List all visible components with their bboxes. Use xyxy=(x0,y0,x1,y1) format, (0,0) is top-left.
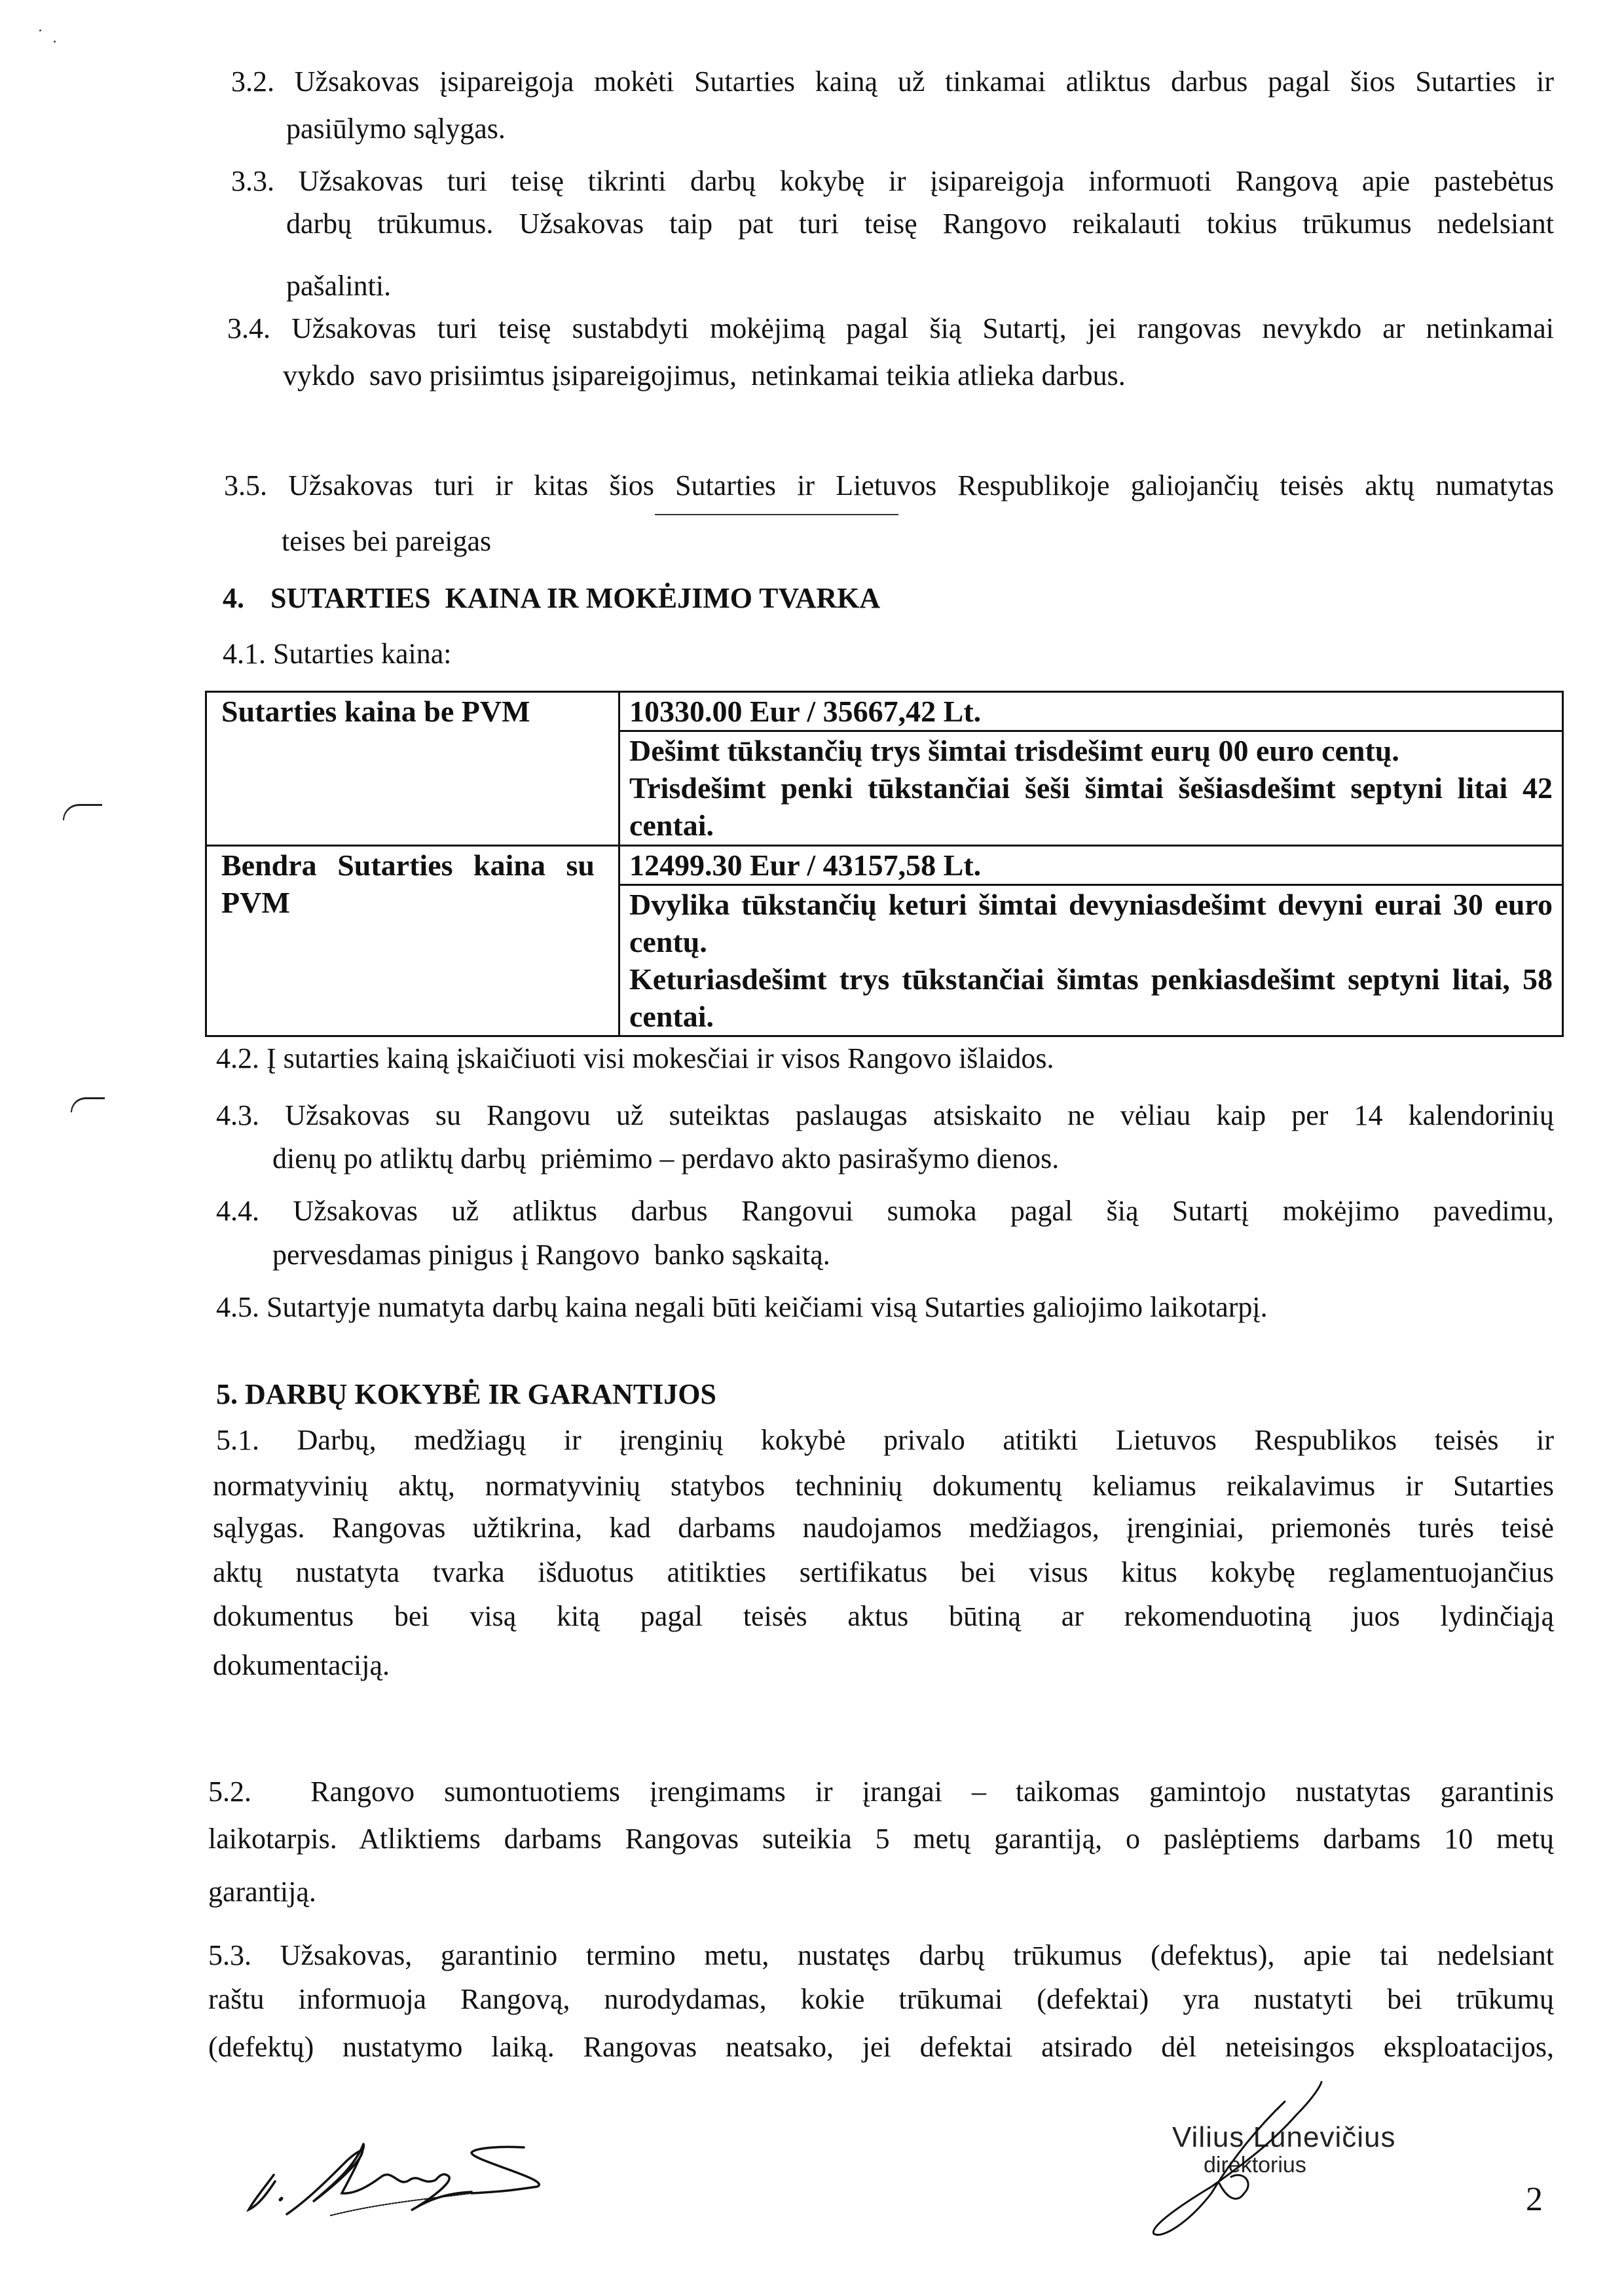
clause-3-3: 3.3. Užsakovas turi teisę tikrinti darbų kokybę ir įsipareigoja informuoti Rangovą apie pastebėtus xyxy=(231,165,1554,197)
clause-3-4: 3.4. Užsakovas turi teisę sustabdyti mokėjimą pagal šią Sutartį, jei rangovas nevykdo ar netinkamai xyxy=(227,312,1554,344)
price-table xyxy=(205,691,1564,1037)
clause-3-5: 3.5. Užsakovas turi ir kitas šios Sutarties ir Lietuvos Respublikoje galiojančių teisės aktų numatytas xyxy=(224,469,1555,501)
stamp-title: direktorius xyxy=(1204,2153,1306,2178)
clause-3-3-cont: darbų trūkumus. Užsakovas taip pat turi teisę Rangovo reikalauti tokius trūkumus nedelsiant xyxy=(286,208,1554,240)
section-5-heading: 5. DARBŲ KOKYBĖ IR GARANTIJOS xyxy=(216,1378,716,1410)
clause-5-1-cont: sąlygas. Rangovas užtikrina, kad darbams naudojamos medžiagos, įrenginiai, priemonės turės teisė xyxy=(213,1512,1554,1544)
table-row xyxy=(206,846,1563,885)
clause-4-3: 4.3. Užsakovas su Rangovu už suteiktas paslaugas atsiskaito ne vėliau kaip per 14 kalendorinių xyxy=(216,1099,1554,1131)
clause-5-1-cont: dokumentus bei visą kitą pagal teisės aktus būtiną ar rekomenduotiną juos lydinčiąją xyxy=(213,1600,1554,1632)
clause-5-1-cont: aktų nustatyta tvarka išduotus atitikties sertifikatus bei visus kitus kokybę reglamentuojančius xyxy=(213,1556,1554,1588)
clause-4-2: 4.2. Į sutarties kainą įskaičiuoti visi mokesčiai ir visos Rangovo išlaidos. xyxy=(216,1042,1054,1074)
price-label-cell: Sutarties kaina be PVM xyxy=(206,692,619,846)
price-words-cell: Dvylika tūkstančių keturi šimtai devyniasdešimt devyni eurai 30 euro centų. Keturiasdešimt trys tūkstančiai šimtas penkiasdešimt septyni litai, 58 centai. xyxy=(619,885,1563,1036)
scan-speck xyxy=(54,41,56,43)
clause-4-4-cont: pervesdamas pinigus į Rangovo banko sąskaitą. xyxy=(272,1239,830,1271)
section-4-heading: 4. SUTARTIES KAINA IR MOKĖJIMO TVARKA xyxy=(223,582,881,614)
clause-3-2-cont: pasiūlymo sąlygas. xyxy=(286,113,506,145)
hole-punch-mark xyxy=(71,1097,105,1112)
stamp-name: Vilius Lunevičius xyxy=(1172,2121,1396,2153)
clause-4-3-cont: dienų po atliktų darbų priėmimo – perdavo akto pasirašymo dienos. xyxy=(272,1142,1060,1175)
contractor-signature xyxy=(1113,2062,1441,2259)
clause-4-1: 4.1. Sutarties kaina: xyxy=(223,638,452,670)
clause-5-2-cont: laikotarpis. Atliktiems darbams Rangovas suteikia 5 metų garantiją, o paslėptiems darbams 10 metų xyxy=(208,1823,1554,1855)
clause-3-3-cont: pašalinti. xyxy=(286,270,392,302)
clause-5-1-cont: dokumentaciją. xyxy=(213,1649,390,1681)
clause-5-2-cont: garantiją. xyxy=(208,1876,316,1908)
pen-underline-mark xyxy=(655,514,898,515)
clause-5-1-cont: normatyvinių aktų, normatyvinių statybos techninių dokumentų keliamus reikalavimus ir Sutarties xyxy=(213,1470,1554,1502)
clause-4-4: 4.4. Užsakovas už atliktus darbus Rangovui sumoka pagal šią Sutartį mokėjimo pavedimu, xyxy=(216,1195,1554,1227)
clause-5-2: 5.2. Rangovo sumontuotiems įrengimams ir įrangai – taikomas gamintojo nustatytas garantinis xyxy=(208,1776,1554,1808)
price-words-cell: Dešimt tūkstančių trys šimtai trisdešimt eurų 00 euro centų. Trisdešimt penki tūkstančiai šeši šimtai šešiasdešimt septyni litai 42 centai. xyxy=(619,731,1563,846)
clause-3-5-cont: teises bei pareigas xyxy=(282,525,492,557)
clause-5-3-cont: raštu informuoja Rangovą, nurodydamas, kokie trūkumai (defektai) yra nustatyti bei trūkumų xyxy=(208,1983,1554,2015)
page-number: 2 xyxy=(1526,2181,1543,2218)
table-row xyxy=(206,692,1563,731)
clause-5-3: 5.3. Užsakovas, garantinio termino metu, nustatęs darbų trūkumus (defektus), apie tai nedelsiant xyxy=(208,1939,1555,1971)
hole-punch-mark xyxy=(63,804,102,820)
price-label-cell: Bendra Sutarties kaina su PVM xyxy=(206,846,619,1036)
clause-5-3-cont: (defektų) nustatymo laiką. Rangovas neatsako, jei defektai atsirado dėl neteisingos eksploatacijos, xyxy=(208,2031,1554,2063)
price-amount-cell: 12499.30 Eur / 43157,58 Lt. xyxy=(619,846,1563,885)
client-signature xyxy=(196,2095,786,2291)
price-amount-cell: 10330.00 Eur / 35667,42 Lt. xyxy=(619,692,1563,731)
clause-4-5: 4.5. Sutartyje numatyta darbų kaina negali būti keičiami visą Sutarties galiojimo laikotarpį. xyxy=(216,1291,1268,1323)
clause-3-2: 3.2. Užsakovas įsipareigoja mokėti Sutarties kainą už tinkamai atliktus darbus pagal šios Sutarties ir xyxy=(231,65,1554,98)
scan-speck xyxy=(39,29,41,31)
clause-3-4-cont: vykdo savo prisiimtus įsipareigojimus, netinkamai teikia atlieka darbus. xyxy=(283,359,1126,392)
clause-5-1: 5.1. Darbų, medžiagų ir įrenginių kokybė privalo atitikti Lietuvos Respublikos teisės ir xyxy=(216,1424,1554,1456)
